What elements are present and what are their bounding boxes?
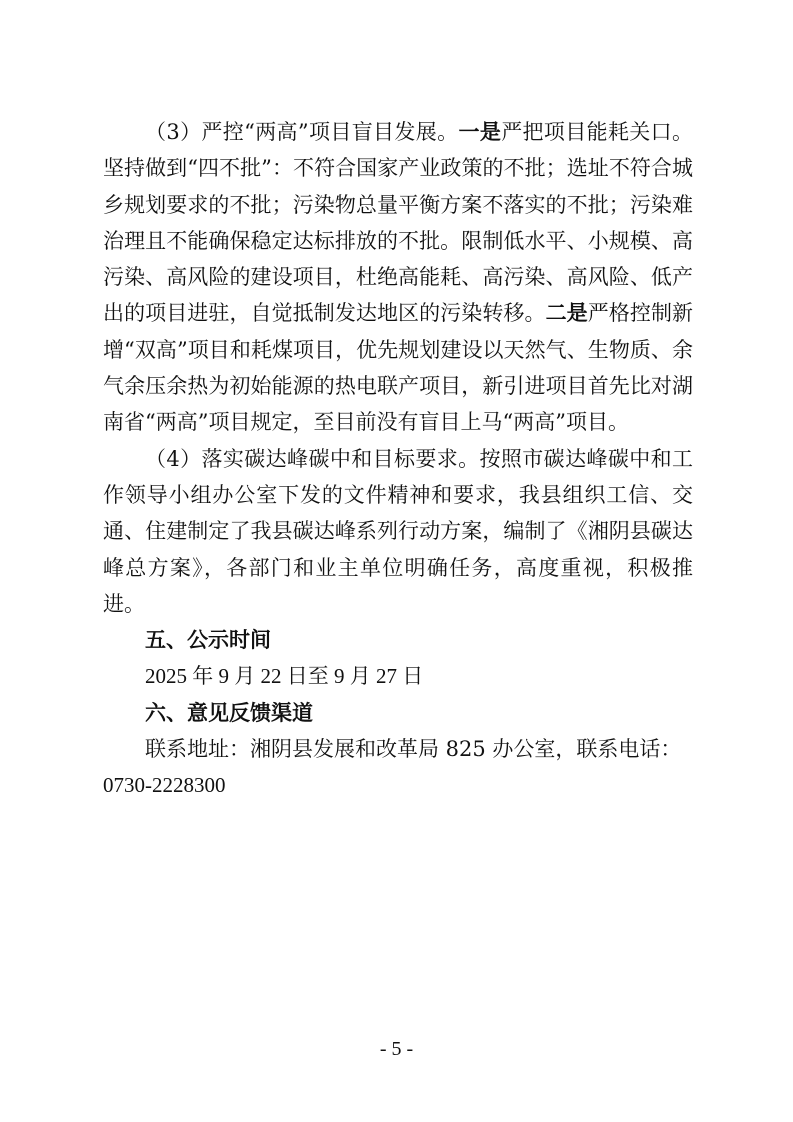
section-3-mark-1: 一是	[458, 119, 502, 144]
paragraph-section-4	[103, 441, 693, 622]
section-3-mark-2: 二是	[545, 300, 588, 326]
contact-address-line: 联系地址：湘阴县发展和改革局 825 办公室，联系电话：	[145, 737, 682, 762]
section-3-prefix: （3）严控“两高”项目盲目发展。	[145, 120, 459, 144]
page-number: - 5 -	[379, 1038, 414, 1060]
document-body	[103, 114, 693, 804]
section-4-text: （4）落实碳达峰碳中和目标要求。按照市碳达峰碳中和工作领导小组办公室下发的文件精神和要求，我县组织工信、交通、住建制定了我县碳达峰系列行动方案，编制了《湘阴县碳达峰总方案》，各部门和业主单位明确任务，高度重视，积极推进。	[103, 446, 693, 616]
contact-phone: 0730-2228300	[103, 773, 226, 798]
paragraph-section-3	[103, 114, 693, 441]
heading-feedback-channel: 六、意见反馈渠道	[145, 700, 313, 725]
heading-publicity-period: 五、公示时间	[145, 628, 271, 653]
section-3-text-1: 严把项目能耗关口。坚持做到“四不批”：不符合国家产业政策的不批；选址不符合城乡规划要求的不批；污染物总量平衡方案不落实的不批；污染难治理且不能确保稳定达标排放的不批。限制低水平、小规模、高污染、高风险的建设项目，杜绝高能耗、高污染、高风险、低产出的项目进驻，自觉抵制发达地区的污染转移。	[103, 120, 694, 326]
section-3-text-2: 严格控制新增“双高”项目和耗煤项目，优先规划建设以天然气、生物质、余气余压余热为初始能源的热电联产项目，新引进项目首先比对湖南省“两高”项目规定，至目前没有盲目上马“两高”项目。	[103, 301, 694, 435]
publicity-period-text: 2025 年 9 月 22 日至 9 月 27 日	[145, 664, 424, 689]
